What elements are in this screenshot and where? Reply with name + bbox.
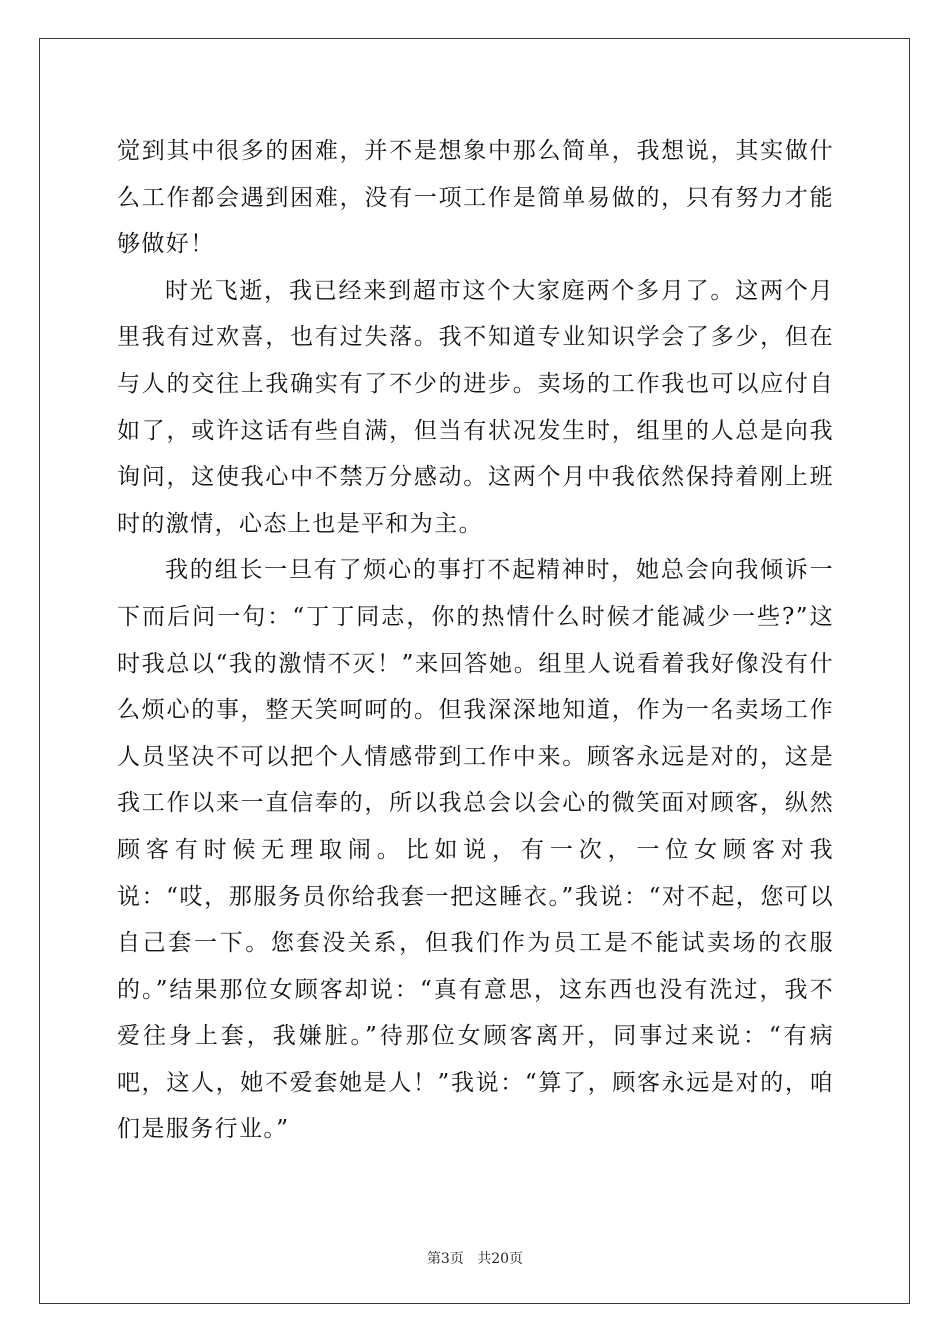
paragraph-2: 时光飞逝，我已经来到超市这个大家庭两个多月了。这两个月里我有过欢喜，也有过失落。我不知道专业知识学会了多少，但在与人的交往上我确实有了不少的进步。卖场的工作我也可以应付自如了，或许这话有些自满，但当有状况发生时，组里的人总是向我询问，这使我心中不禁万分感动。这两个月中我依然保持着刚上班时的激情，心态上也是平和为主。 bbox=[117, 277, 834, 537]
document-body bbox=[117, 128, 834, 1153]
paragraph-3: 我的组长一旦有了烦心的事打不起精神时，她总会向我倾诉一下而后问一句：“丁丁同志，你的热情什么时候才能减少一些?”这时我总以“我的激情不灭！”来回答她。组里人说看着我好像没有什么烦心的事，整天笑呵呵的。但我深深地知道，作为一名卖场工作人员坚决不可以把个人情感带到工作中来。顾客永远是对的，这是我工作以来一直信奉的，所以我总会以会心的微笑面对顾客，纵然顾客有时候无理取闹。比如说，有一次，一位女顾客对我说：“哎，那服务员你给我套一把这睡衣。”我说：“对不起，您可以自己套一下。您套没关系，但我们作为员工是不能试卖场的衣服的。”结果那位女顾客却说：“真有意思，这东西也没有洗过，我不爱往身上套，我嫌脏。”待那位女顾客离开，同事过来说：“有病吧，这人，她不爱套她是人！”我说：“算了，顾客永远是对的，咱们是服务行业。” bbox=[117, 557, 834, 1143]
paragraph-1: 觉到其中很多的困难，并不是想象中那么简单，我想说，其实做什么工作都会遇到困难，没有一项工作是简单易做的，只有努力才能够做好！ bbox=[117, 138, 834, 258]
total-pages: 共20页 bbox=[477, 1251, 524, 1267]
page-footer bbox=[0, 1248, 950, 1268]
page-number: 第3页 bbox=[426, 1251, 464, 1267]
